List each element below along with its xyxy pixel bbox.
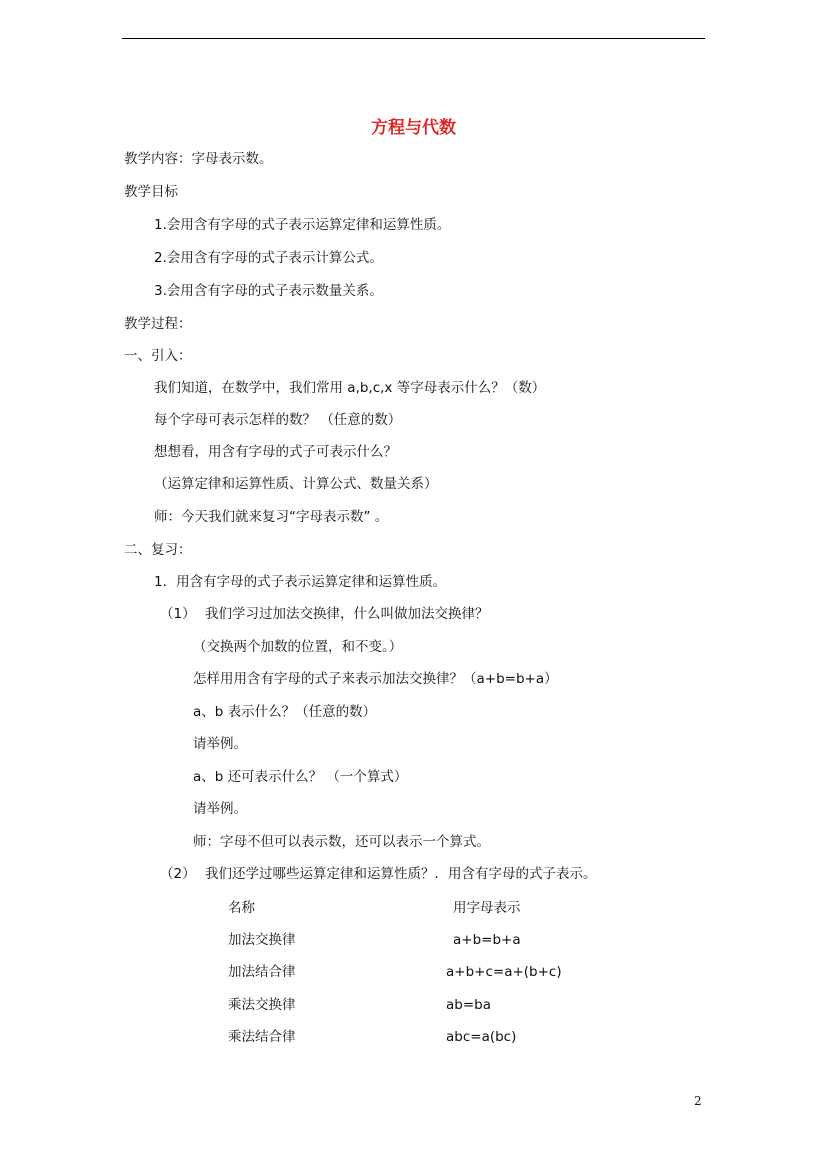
intro-line: 我们知道，在数学中，我们常用 a,b,c,x 等字母表示什么？（数） xyxy=(154,380,546,396)
sub-item-line: （交换两个加数的位置，和不变。） xyxy=(193,639,403,655)
table-header-name: 名称 xyxy=(228,900,255,916)
sub-item-line: a、b 还可表示什么？ （一个算式） xyxy=(193,769,408,785)
intro-line: 师：今天我们就来复习“字母表示数” 。 xyxy=(154,509,389,525)
review-heading: 二、复习： xyxy=(124,542,192,558)
sub-item-line: 请举例。 xyxy=(193,801,247,817)
intro-line: 每个字母可表示怎样的数？ （任意的数） xyxy=(154,412,402,428)
law-formula: abc=a(bc) xyxy=(446,1029,517,1045)
process-heading: 教学过程： xyxy=(124,316,192,332)
sub-item-text: 我们还学过哪些运算定律和运算性质？．用含有字母的式子表示。 xyxy=(205,866,597,882)
header-rule xyxy=(122,38,705,39)
table-header-formula: 用字母表示 xyxy=(453,900,521,916)
sub-item-line: a、b 表示什么？（任意的数） xyxy=(193,704,377,720)
intro-line: （运算定律和运算性质、计算公式、数量关系） xyxy=(154,476,438,492)
goal-item: 3.会用含有字母的式子表示数量关系。 xyxy=(154,283,383,299)
goal-item: 2.会用含有字母的式子表示计算公式。 xyxy=(154,250,383,266)
intro-line: 想想看，用含有字母的式子可表示什么？ xyxy=(154,444,397,460)
sub-item-line: 怎样用用含有字母的式子来表示加法交换律？（a+b=b+a） xyxy=(193,671,558,687)
law-formula: ab=ba xyxy=(446,997,491,1013)
law-formula: a+b+c=a+(b+c) xyxy=(446,964,562,980)
sub-item-number: （2） xyxy=(160,866,196,882)
sub-item-text: 我们学习过加法交换律，什么叫做加法交换律？ xyxy=(205,606,489,622)
law-name: 乘法结合律 xyxy=(228,1029,296,1045)
goal-item: 1.会用含有字母的式子表示运算定律和运算性质。 xyxy=(154,217,451,233)
goals-heading: 教学目标 xyxy=(124,184,178,200)
intro-heading: 一、引入： xyxy=(124,348,192,364)
law-name: 乘法交换律 xyxy=(228,997,296,1013)
law-name: 加法交换律 xyxy=(228,932,296,948)
page-title: 方程与代数 xyxy=(371,118,456,138)
law-formula: a+b=b+a xyxy=(453,932,521,948)
teaching-content: 教学内容：字母表示数。 xyxy=(124,151,273,167)
sub-item-line: 请举例。 xyxy=(193,736,247,752)
page-number: 2 xyxy=(694,1094,702,1108)
sub-item-line: 师：字母不但可以表示数，还可以表示一个算式。 xyxy=(193,834,490,850)
sub-item-number: （1） xyxy=(160,606,196,622)
review-item: 1．用含有字母的式子表示运算定律和运算性质。 xyxy=(154,574,447,590)
law-name: 加法结合律 xyxy=(228,964,296,980)
